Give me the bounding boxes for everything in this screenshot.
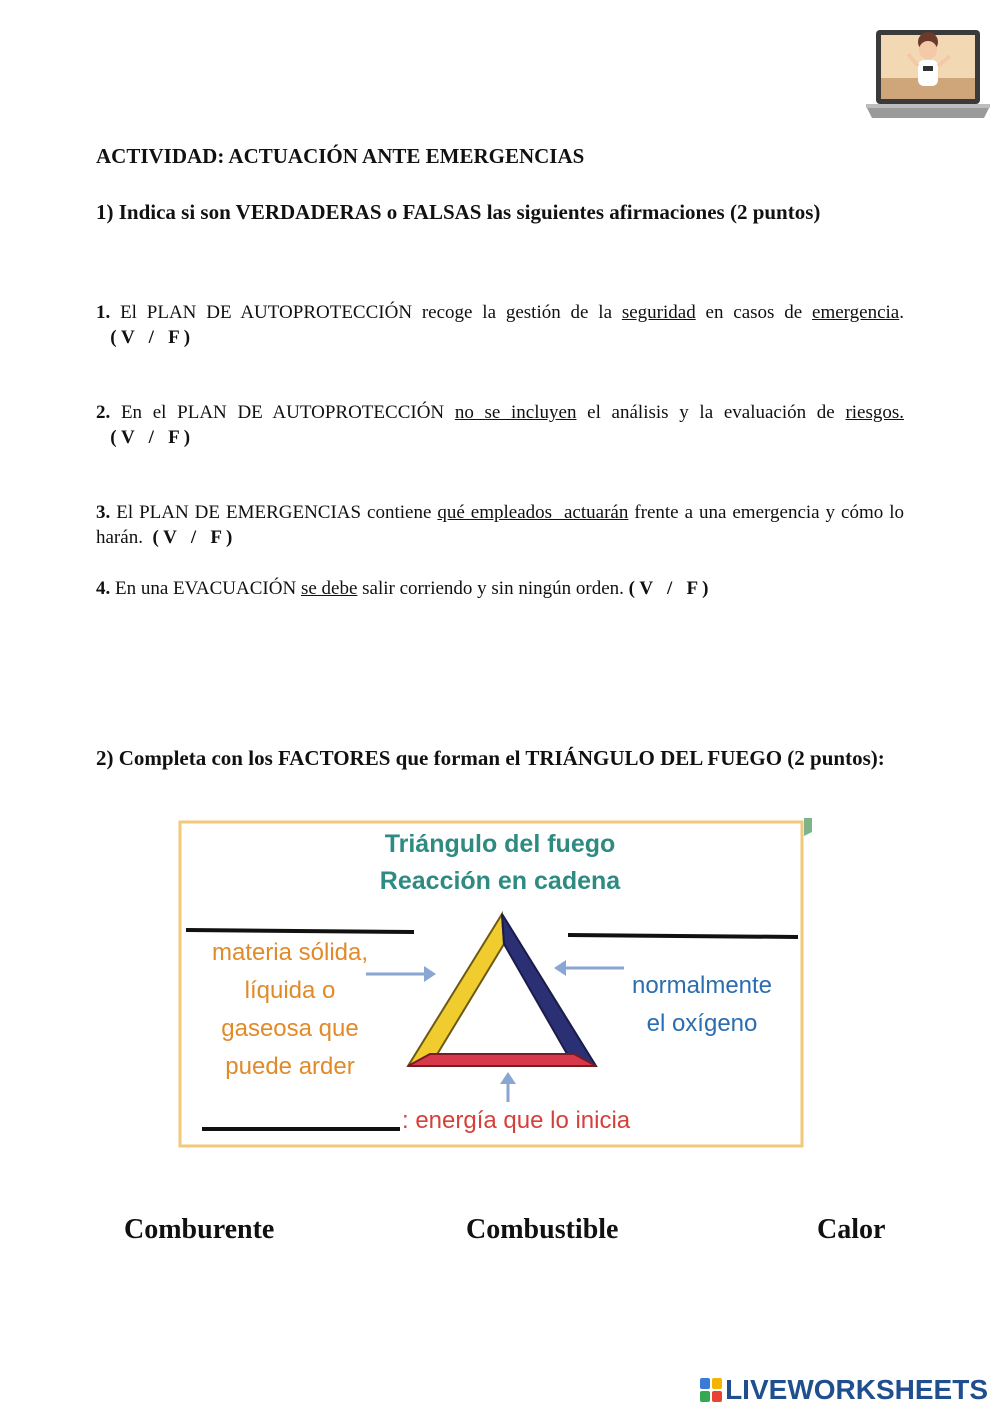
teacher-laptop-illustration bbox=[862, 18, 994, 128]
underlined-term: no se incluyen bbox=[454, 402, 577, 423]
statement-number: 2. bbox=[96, 402, 111, 423]
underlined-term: riesgos. bbox=[845, 402, 905, 423]
statement-4 bbox=[96, 576, 904, 601]
activity-title: ACTIVIDAD: ACTUACIÓN ANTE EMERGENCIAS bbox=[96, 144, 585, 168]
statement-1 bbox=[96, 300, 904, 350]
true-false-selector[interactable]: ( V / F ) bbox=[152, 527, 233, 548]
statement-number: 3. bbox=[96, 502, 111, 523]
statement-text: en casos de bbox=[695, 302, 813, 323]
true-false-selector[interactable]: ( V / F ) bbox=[628, 578, 709, 599]
underlined-term: se debe bbox=[300, 578, 358, 599]
underlined-term: emergencia bbox=[812, 302, 900, 323]
statement-text: . bbox=[899, 302, 904, 323]
statement-number: 4. bbox=[96, 578, 111, 599]
underlined-term: qué empleados actuarán bbox=[437, 502, 629, 523]
answer-blank-right[interactable] bbox=[568, 935, 798, 937]
statement-text: El PLAN DE AUTOPROTECCIÓN recoge la gestión de la bbox=[120, 302, 622, 323]
question-1-heading: 1) Indica si son VERDADERAS o FALSAS las siguientes afirmaciones (2 puntos) bbox=[96, 200, 821, 224]
true-false-selector[interactable]: ( V / F ) bbox=[110, 427, 191, 448]
word-bank-item[interactable]: Calor bbox=[817, 1214, 886, 1245]
true-false-selector[interactable]: ( V / F ) bbox=[110, 327, 191, 348]
statement-number: 1. bbox=[96, 302, 111, 323]
statement-text: En una EVACUACIÓN bbox=[115, 578, 301, 599]
left-description-line: líquida o bbox=[244, 977, 336, 1004]
bottom-description: : energía que lo inicia bbox=[402, 1107, 631, 1134]
fire-triangle-figure bbox=[178, 818, 804, 1148]
figure-subtitle: Reacción en cadena bbox=[379, 867, 621, 895]
right-description-line: el oxígeno bbox=[646, 1010, 758, 1037]
left-description-line: materia sólida, bbox=[211, 939, 369, 966]
statement-text: salir corriendo y sin ningún orden. bbox=[357, 578, 624, 599]
liveworksheets-logo-icon bbox=[700, 1378, 722, 1402]
statement-text: frente a una emergencia y cómo lo harán. bbox=[96, 502, 904, 548]
word-bank-item[interactable]: Combustible bbox=[466, 1214, 619, 1245]
liveworksheets-logo bbox=[700, 1374, 988, 1406]
statement-3 bbox=[96, 500, 904, 550]
statement-text: En el PLAN DE AUTOPROTECCIÓN bbox=[120, 402, 455, 423]
question-2-heading: 2) Completa con los FACTORES que forman el TRIÁNGULO DEL FUEGO (2 puntos): bbox=[96, 746, 885, 770]
answer-blank-left[interactable] bbox=[186, 930, 414, 932]
right-description-line: normalmente bbox=[631, 972, 773, 999]
statement-text: El PLAN DE EMERGENCIAS contiene bbox=[116, 502, 438, 523]
left-description-line: gaseosa que bbox=[221, 1015, 359, 1042]
word-bank-item[interactable]: Comburente bbox=[124, 1214, 275, 1245]
statement-text: el análisis y la evaluación de bbox=[576, 402, 846, 423]
left-description-line: puede arder bbox=[225, 1053, 355, 1080]
statement-2 bbox=[96, 400, 904, 450]
underlined-term: seguridad bbox=[621, 302, 696, 323]
logo-text: LIVEWORKSHEETS bbox=[725, 1374, 988, 1405]
figure-title: Triángulo del fuego bbox=[384, 830, 616, 858]
